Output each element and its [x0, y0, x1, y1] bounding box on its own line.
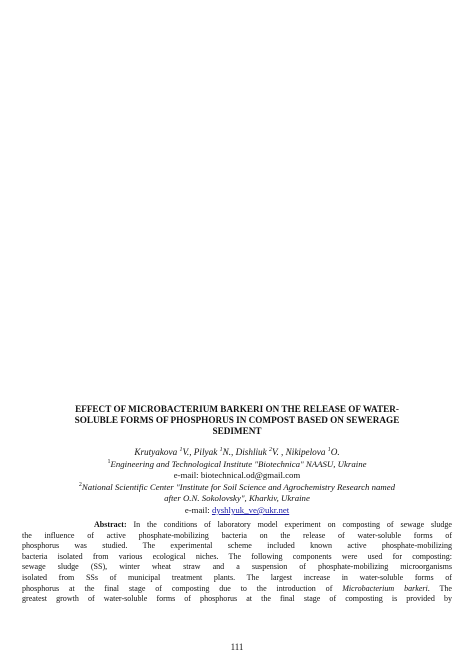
affiliation-1-email: e-mail: biotechnical.od@gmail.com [173, 470, 301, 480]
abstract-line: sewage sludge (SS), winter wheat straw and a suspension of phosphate-mobilizing microorganisms [22, 562, 452, 572]
abstract-line: phosphorus was studied. The experimental scheme included known active phosphate-mobilizing [22, 541, 452, 551]
author-name: V., Pilyak [182, 447, 218, 457]
species-name: Microbacterium barkeri [342, 583, 428, 593]
affiliation-text: National Scientific Center "Institute for Soil Science and Agrochemistry Research named [81, 482, 396, 492]
abstract-line: the influence of active phosphate-mobilizing bacteria on the release of water-soluble forms of [22, 530, 452, 540]
page-number: 111 [230, 642, 244, 652]
abstract-line: bacteria isolated from various ecological niches. The following components were used for composting: [22, 551, 452, 561]
email-link[interactable]: dyshlyuk_ve@ukr.net [211, 505, 290, 515]
abstract [22, 520, 452, 605]
abstract-line [22, 584, 452, 595]
affiliation-2-email [40, 505, 434, 516]
title-line: SEDIMENT [212, 426, 262, 436]
author-affiliation-mark: 1 [219, 446, 223, 453]
email-label: e-mail: [184, 505, 212, 515]
affiliation-mark: 1 [107, 459, 111, 466]
affiliation-text: Engineering and Technological Institute "Biotechnica" NAASU, Ukraine [110, 459, 367, 469]
author-affiliation-mark: 2 [269, 446, 273, 453]
abstract-text: . The [427, 583, 453, 593]
author-name: Krutyakova [134, 447, 178, 457]
abstract-label: Abstract: [94, 520, 127, 529]
author-name: N., Dishliuk [222, 447, 267, 457]
abstract-line [22, 520, 452, 531]
title-line: SOLUBLE FORMS OF PHOSPHORUS IN COMPOST BASED ON SEWERAGE [74, 415, 400, 425]
affiliation-text: after O.N. Sokolovsky", Kharkiv, Ukraine [164, 493, 310, 503]
affiliation-2 [40, 482, 434, 493]
author-name: O. [330, 447, 340, 457]
author-affiliation-mark: 1 [179, 446, 183, 453]
author-name: V. , Nikipelova [272, 447, 326, 457]
authors [40, 447, 434, 458]
abstract-line: greatest growth of water-soluble forms of phosphorus at the final stage of composting is provided by [22, 594, 452, 604]
title-line: EFFECT OF MICROBACTERIUM BARKERI ON THE RELEASE OF WATER- [75, 404, 399, 414]
affiliation-mark: 2 [78, 482, 82, 489]
author-affiliation-mark: 1 [327, 446, 331, 453]
abstract-text: In the conditions of laboratory model experiment on composting of sewage sludge [133, 520, 452, 529]
affiliation-2-line-2 [40, 493, 434, 504]
affiliation-1 [40, 459, 434, 470]
paper-title [40, 404, 434, 437]
abstract-text: phosphorus at the final stage of composting due to the introduction of [22, 583, 333, 593]
abstract-line: isolated from SSs of municipal treatment plants. The largest increase in water-soluble forms of [22, 572, 452, 582]
